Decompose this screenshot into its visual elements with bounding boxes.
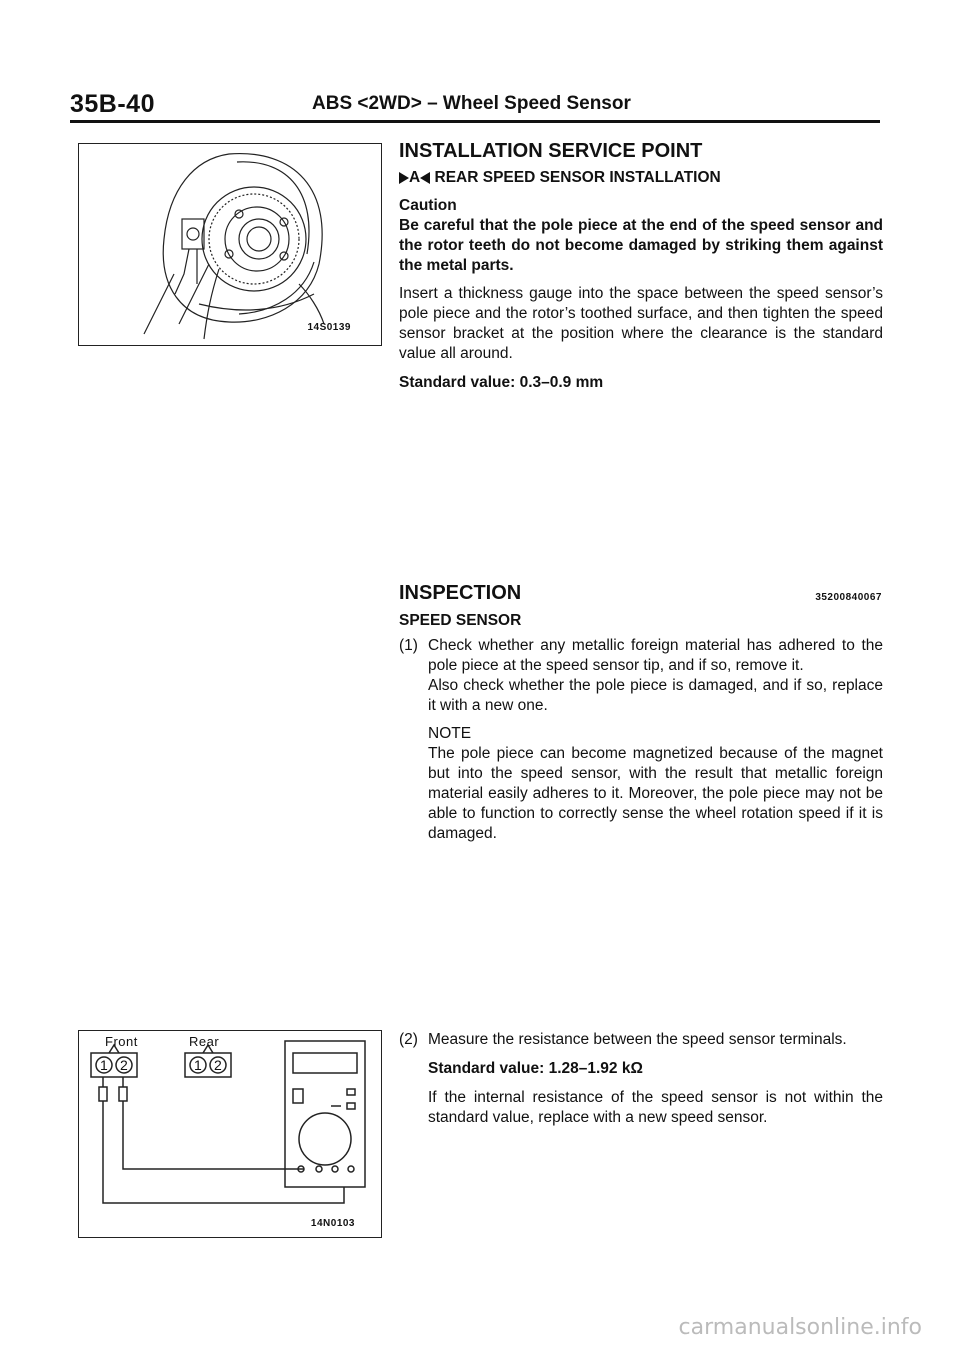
installation-subheading	[399, 169, 883, 187]
rear-connector-label: Rear	[189, 1034, 220, 1049]
inspection-step-2-section	[399, 1030, 883, 1128]
installation-subtitle: REAR SPEED SENSOR INSTALLATION	[434, 169, 721, 186]
inspection-section	[399, 582, 883, 844]
rear-pin-2-label: 2	[214, 1057, 222, 1073]
installation-section	[399, 140, 883, 393]
step-number: (2)	[399, 1031, 418, 1048]
inspection-step-2	[399, 1030, 883, 1128]
installation-standard-value: Standard value: 0.3–0.9 mm	[399, 374, 604, 391]
document-id: 35200840067	[815, 592, 882, 603]
front-connector-label: Front	[105, 1034, 138, 1049]
multimeter-illustration	[79, 1031, 381, 1237]
header-rule	[70, 120, 880, 123]
rear-pin-1-label: 1	[194, 1057, 202, 1073]
front-pin-2-label: 2	[120, 1057, 128, 1073]
note-text: The pole piece can become magnetized because of the magnet but into the speed sensor, with the result that metallic foreign material easily adheres to it. Moreover, the pole piece may not be able to function to correctly sense the wheel rotation speed if it is damaged.	[428, 745, 883, 842]
service-letter: A	[409, 169, 421, 186]
step-number: (1)	[399, 637, 418, 654]
note-label: NOTE	[428, 725, 472, 742]
step-1-text-a: Check whether any metallic foreign material has adhered to the pole piece at the speed sensor tip, and if so, remove it.	[428, 637, 883, 674]
rear-hub-illustration	[79, 144, 381, 345]
step-2-after-text: If the internal resistance of the speed sensor is not within the standard value, replace with a new speed sensor.	[428, 1089, 883, 1126]
figure-code: 14N0103	[310, 1218, 355, 1229]
inspection-heading: INSPECTION	[399, 582, 522, 604]
arrow-left-icon	[420, 172, 430, 184]
front-pin-1-label: 1	[100, 1057, 108, 1073]
inspection-step-1	[399, 636, 883, 844]
arrow-right-icon	[399, 172, 409, 184]
watermark: carmanualsonline.info	[678, 1315, 922, 1340]
step-2-standard-value: Standard value: 1.28–1.92 kΩ	[428, 1060, 643, 1077]
caution-text: Be careful that the pole piece at the end of the speed sensor and the rotor teeth do not become damaged by striking them against the metal parts.	[399, 217, 883, 274]
step-2-text: Measure the resistance between the speed sensor terminals.	[428, 1031, 847, 1048]
page-number: 35B-40	[70, 90, 155, 118]
figure-code: 14S0139	[307, 322, 351, 333]
installation-instructions: Insert a thickness gauge into the space between the speed sensor’s pole piece and the rotor’s toothed surface, and then tighten the speed sensor bracket at the position where the clearance is the standard value all around.	[399, 285, 883, 362]
figure-resistance-measurement	[78, 1030, 382, 1238]
figure-rear-speed-sensor	[78, 143, 382, 346]
caution-label: Caution	[399, 197, 457, 214]
installation-heading: INSTALLATION SERVICE POINT	[399, 140, 703, 162]
inspection-subheading: SPEED SENSOR	[399, 612, 522, 629]
page-title: ABS <2WD> – Wheel Speed Sensor	[312, 93, 631, 114]
step-1-text-b: Also check whether the pole piece is damaged, and if so, replace it with a new one.	[428, 677, 883, 714]
